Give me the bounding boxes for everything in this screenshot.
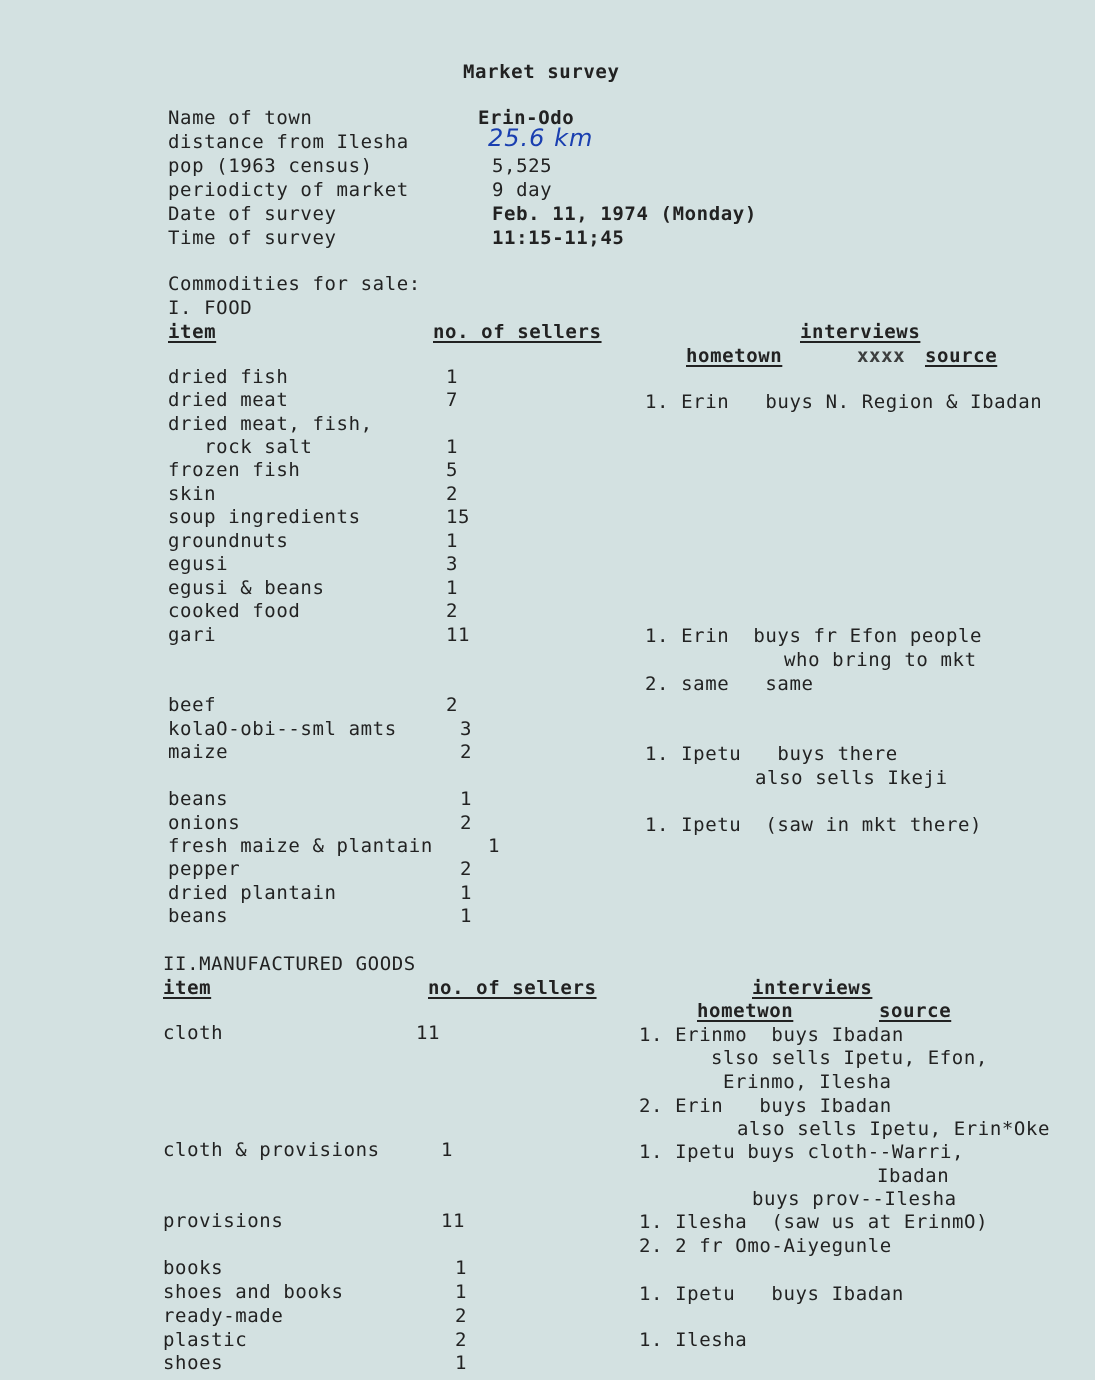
mfg-sellers: 11 — [441, 1210, 466, 1232]
food-item: gari — [168, 624, 217, 646]
mfg-col-item: item — [163, 977, 212, 999]
label-population: pop (1963 census) — [168, 155, 373, 177]
food-item: beans — [168, 788, 229, 810]
food-col-interviews: interviews — [800, 321, 921, 343]
food-item: beans — [168, 905, 229, 927]
food-sellers: 1 — [460, 788, 473, 810]
food-sellers: 2 — [446, 483, 459, 505]
value-distance-handwritten: 25.6 km — [488, 124, 594, 152]
food-col-source: source — [925, 345, 998, 367]
mfg-item: cloth & provisions — [163, 1139, 380, 1161]
food-col-hometown: hometown — [686, 345, 783, 367]
food-item: fresh maize & plantain — [168, 835, 433, 857]
mfg-item: cloth — [163, 1022, 224, 1044]
food-item: dried meat, fish, — [168, 413, 373, 435]
food-item: beef — [168, 694, 217, 716]
mfg-item: provisions — [163, 1210, 284, 1232]
food-item: maize — [168, 741, 229, 763]
page-title: Market survey — [463, 61, 620, 83]
food-note: who bring to mkt — [784, 649, 977, 671]
mfg-note: 1. Erinmo buys Ibadan — [639, 1024, 904, 1046]
food-sellers: 3 — [460, 718, 473, 740]
food-item: soup ingredients — [168, 506, 361, 528]
value-population: 5,525 — [492, 155, 553, 177]
food-note: 2. same same — [645, 673, 814, 695]
food-sellers: 1 — [488, 835, 501, 857]
food-col-item: item — [168, 321, 217, 343]
commodities-heading: Commodities for sale: — [168, 273, 421, 295]
mfg-note: buys prov--Ilesha — [752, 1188, 957, 1210]
label-time: Time of survey — [168, 227, 337, 249]
label-periodicity: periodicty of market — [168, 179, 409, 201]
food-item: frozen fish — [168, 459, 301, 481]
food-sellers: 1 — [446, 577, 459, 599]
mfg-col-source: source — [879, 1000, 952, 1022]
food-item: groundnuts — [168, 530, 289, 552]
food-note: also sells Ikeji — [755, 767, 948, 789]
food-sellers: 1 — [460, 882, 473, 904]
food-note: 1. Ipetu buys there — [645, 743, 898, 765]
value-periodicity: 9 day — [492, 179, 553, 201]
mfg-col-interviews: interviews — [752, 977, 873, 999]
food-item: dried meat — [168, 389, 289, 411]
mfg-sellers: 1 — [455, 1352, 468, 1374]
food-item: skin — [168, 483, 217, 505]
food-sellers: 2 — [460, 858, 473, 880]
label-distance: distance from Ilesha — [168, 131, 409, 153]
mfg-item: shoes — [163, 1352, 224, 1374]
mfg-item: plastic — [163, 1329, 248, 1351]
mfg-sellers: 1 — [455, 1281, 468, 1303]
manufactured-heading: II.MANUFACTURED GOODS — [163, 953, 416, 975]
food-sellers: 1 — [460, 905, 473, 927]
mfg-note: Erinmo, Ilesha — [723, 1071, 892, 1093]
food-col-sellers: no. of sellers — [433, 321, 602, 343]
mfg-note: 2. 2 fr Omo-Aiyegunle — [639, 1235, 892, 1257]
food-sellers: 11 — [446, 624, 471, 646]
food-item: cooked food — [168, 600, 301, 622]
mfg-col-sellers: no. of sellers — [428, 977, 597, 999]
mfg-note: also sells Ipetu, Erin*Oke — [737, 1118, 1051, 1140]
mfg-item: books — [163, 1257, 224, 1279]
food-item: onions — [168, 812, 241, 834]
mfg-sellers: 2 — [455, 1305, 468, 1327]
food-col-strikethrough: xxxx — [857, 345, 906, 367]
mfg-note: Ibadan — [877, 1165, 950, 1187]
mfg-note: slso sells Ipetu, Efon, — [711, 1047, 988, 1069]
mfg-note: 2. Erin buys Ibadan — [639, 1095, 892, 1117]
mfg-note: 1. Ilesha — [639, 1329, 748, 1351]
mfg-sellers: 2 — [455, 1329, 468, 1351]
mfg-sellers: 1 — [441, 1139, 454, 1161]
food-item: dried plantain — [168, 882, 337, 904]
mfg-note: 1. Ipetu buys cloth--Warri, — [639, 1141, 965, 1163]
food-item: rock salt — [168, 436, 313, 458]
food-sellers: 2 — [460, 741, 473, 763]
mfg-sellers: 1 — [455, 1257, 468, 1279]
food-sellers: 5 — [446, 459, 459, 481]
food-sellers: 1 — [446, 436, 459, 458]
mfg-note: 1. Ilesha (saw us at ErinmO) — [639, 1211, 989, 1233]
food-sellers: 1 — [446, 366, 459, 388]
mfg-note: 1. Ipetu buys Ibadan — [639, 1283, 904, 1305]
food-item: egusi & beans — [168, 577, 325, 599]
mfg-col-hometown: hometwon — [697, 1000, 794, 1022]
mfg-item: ready-made — [163, 1305, 284, 1327]
food-sellers: 2 — [460, 812, 473, 834]
food-note: 1. Erin buys fr Efon people — [645, 625, 983, 647]
food-note: 1. Ipetu (saw in mkt there) — [645, 814, 983, 836]
value-date: Feb. 11, 1974 (Monday) — [492, 203, 757, 225]
food-sellers: 3 — [446, 553, 459, 575]
label-date: Date of survey — [168, 203, 337, 225]
value-time: 11:15-11;45 — [492, 227, 625, 249]
mfg-item: shoes and books — [163, 1281, 344, 1303]
food-sellers: 2 — [446, 600, 459, 622]
label-town: Name of town — [168, 107, 313, 129]
mfg-sellers: 11 — [416, 1022, 441, 1044]
food-sellers: 7 — [446, 389, 459, 411]
food-sellers: 2 — [446, 694, 459, 716]
food-item: egusi — [168, 553, 229, 575]
food-item: kolaO-obi--sml amts — [168, 718, 397, 740]
food-item: dried fish — [168, 366, 289, 388]
food-sellers: 1 — [446, 530, 459, 552]
food-heading: I. FOOD — [168, 297, 253, 319]
value-town: Erin-Odo — [478, 107, 575, 129]
food-note: 1. Erin buys N. Region & Ibadan — [645, 391, 1043, 413]
food-sellers: 15 — [446, 506, 471, 528]
food-item: pepper — [168, 858, 241, 880]
